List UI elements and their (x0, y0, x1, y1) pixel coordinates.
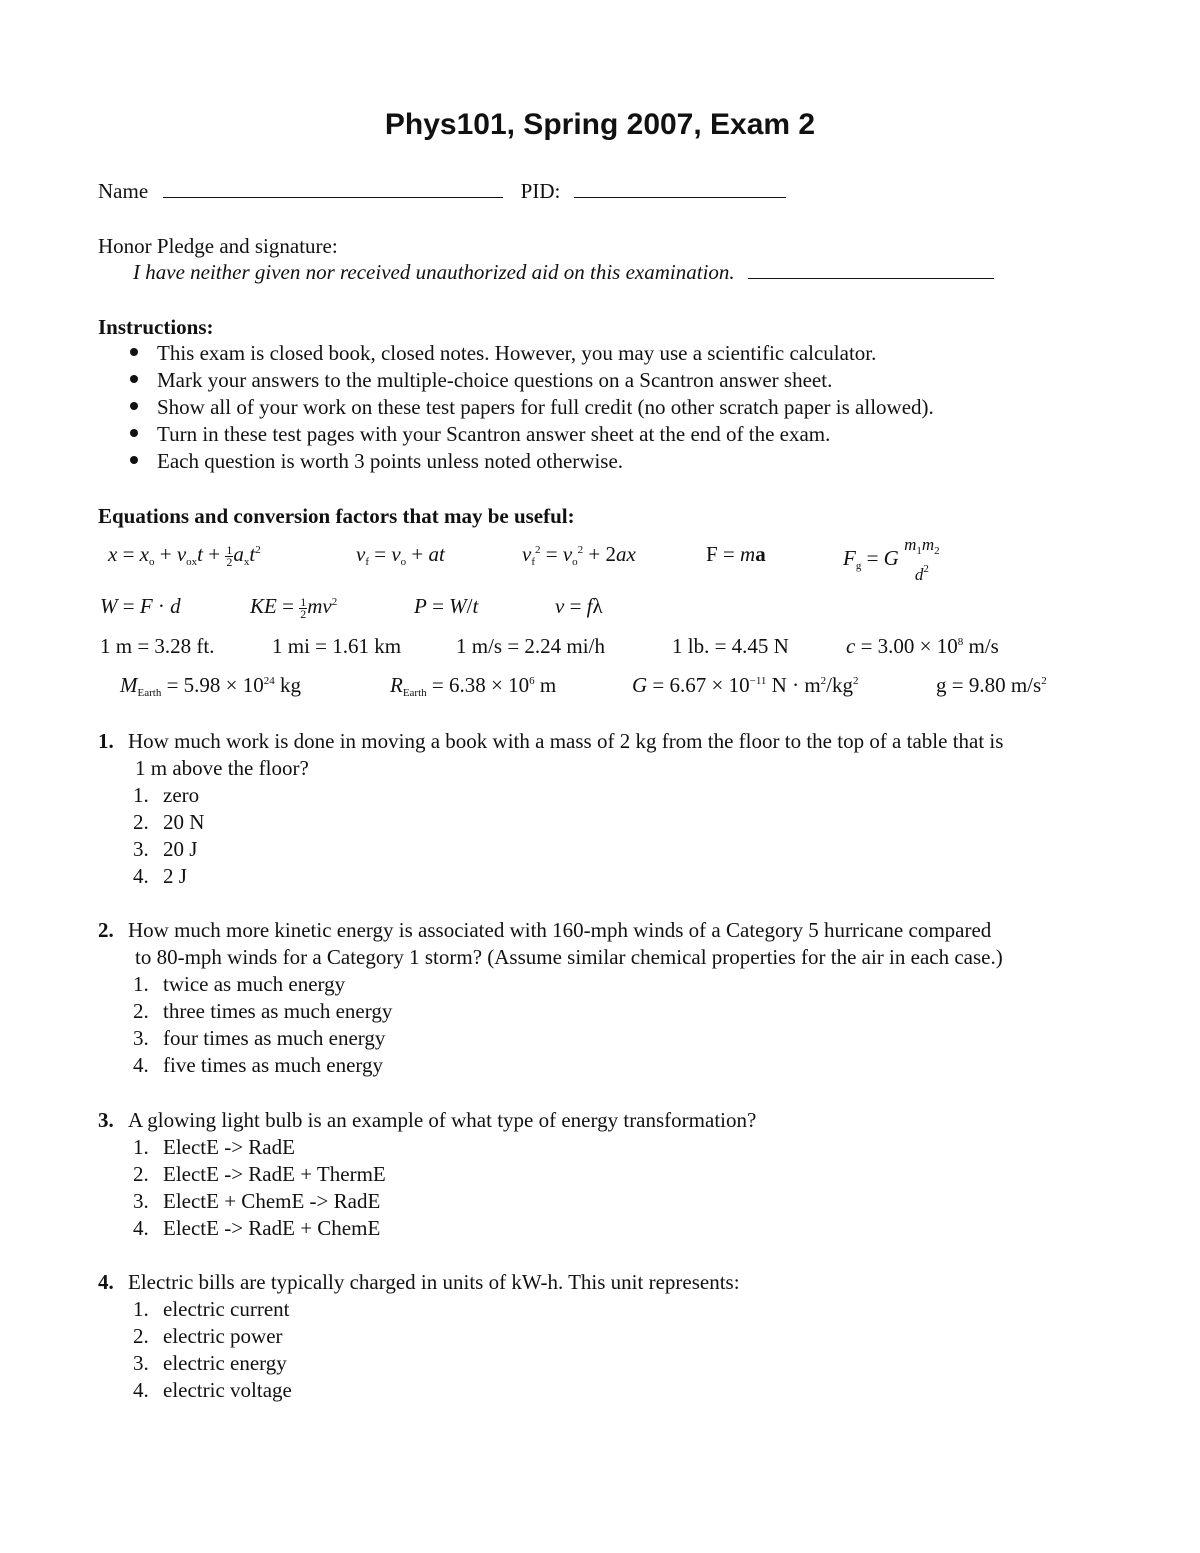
answer-option: electric current (163, 1297, 290, 1321)
kinematics-position-equation: $x = x_o + v_{ox}t$ + $\frac{1}{2}$ $a_xt^2$ (108, 542, 261, 569)
name-row (98, 178, 786, 204)
option-number: 4. (133, 1378, 149, 1402)
answer-option: 20 N (163, 810, 205, 834)
earth-mass-value: = 5.98 × 10 (166, 673, 264, 697)
question-text: Electric bills are typically charged in units of kW-h. This unit represents: (128, 1270, 740, 1294)
speed-of-light-exponent: 8 (957, 636, 964, 648)
gravitational-constant-unit: N · m (766, 673, 821, 697)
question-number: 1. (98, 729, 114, 753)
bullet-icon (130, 348, 138, 356)
conversion-ft: 1 m = 3.28 ft. (100, 634, 215, 658)
question-number: 2. (98, 918, 114, 942)
answer-option: electric energy (163, 1351, 287, 1375)
answer-option: 20 J (163, 837, 198, 861)
speed-of-light: $c = 3.00 \times 10^8$ m/s (846, 634, 999, 658)
kinetic-energy-equation: KE = $\frac{1}{2}$ $mv^2$ (250, 594, 338, 621)
list-item: This exam is closed book, closed notes. However, you may use a scientific calculator. (157, 341, 877, 365)
conversion-mph: 1 m/s = 2.24 mi/h (456, 634, 605, 658)
answer-option: five times as much energy (163, 1053, 384, 1077)
question-text-continued: 1 m above the floor? (135, 756, 309, 780)
gravitational-constant-unit-2: /kg (826, 673, 853, 697)
gravity-acceleration: g = 9.80 $m/s^2$ (936, 673, 1047, 697)
bullet-icon (130, 429, 138, 437)
option-number: 3. (133, 837, 149, 861)
name-label: Name (98, 179, 149, 203)
list-item: Mark your answers to the multiple-choice questions on a Scantron answer sheet. (157, 368, 833, 392)
speed-of-light-unit: m/s (963, 634, 999, 658)
signature-field[interactable] (748, 260, 994, 279)
option-number: 4. (133, 1053, 149, 1077)
name-field[interactable] (163, 179, 503, 198)
earth-radius-exponent: 6 (529, 675, 535, 687)
question-number: 4. (98, 1270, 114, 1294)
wave-equation: v = fλ (555, 594, 603, 618)
answer-option: ElectE -> RadE + ChemE (163, 1216, 381, 1240)
option-number: 3. (133, 1189, 149, 1213)
list-item: Each question is worth 3 points unless noted otherwise. (157, 449, 624, 473)
pid-label: PID: (520, 179, 561, 203)
pledge-row (133, 259, 994, 285)
option-number: 2. (133, 999, 149, 1023)
instructions-heading: Instructions: (98, 315, 214, 339)
bullet-icon (130, 402, 138, 410)
equations-heading: Equations and conversion factors that may be useful: (98, 504, 575, 528)
newton-second-law-equation: F = ma (706, 542, 766, 566)
question-text: A glowing light bulb is an example of what type of energy transformation? (128, 1108, 757, 1132)
kinematics-velocity-equation: $v_f = v_o$ + at (356, 542, 445, 568)
work-equation: W = F · d (100, 594, 181, 618)
list-item: Turn in these test pages with your Scantron answer sheet at the end of the exam. (157, 422, 831, 446)
option-number: 1. (133, 1135, 149, 1159)
question-text: How much more kinetic energy is associated with 160-mph winds of a Category 5 hurricane compared (128, 918, 992, 942)
answer-option: four times as much energy (163, 1026, 386, 1050)
option-number: 1. (133, 972, 149, 996)
earth-mass: $M_{Earth} = 5.98 \times 10^{24}$ kg (120, 673, 302, 699)
earth-mass-exponent: 24 (263, 675, 275, 687)
kinematics-velocity-squared-equation: $v_f^2 = v_o^2 + 2ax$ (522, 542, 636, 568)
option-number: 3. (133, 1351, 149, 1375)
question-text: How much work is done in moving a book with a mass of 2 kg from the floor to the top of a table that is (128, 729, 1004, 753)
bullet-icon (130, 456, 138, 464)
earth-radius: $R_{Earth} = 6.38 \times 10^6$ m (390, 673, 557, 699)
gravitational-constant-exponent: −11 (749, 675, 767, 687)
answer-option: ElectE -> RadE + ThermE (163, 1162, 386, 1186)
earth-mass-unit: kg (274, 673, 302, 697)
gravity-acceleration-value: g = 9.80 m/s (936, 673, 1042, 697)
option-number: 2. (133, 1324, 149, 1348)
gravitational-constant-value: = 6.67 × 10 (652, 673, 750, 697)
power-equation: P = W/t (414, 594, 479, 618)
bullet-icon (130, 375, 138, 383)
conversion-lb: 1 lb. = 4.45 N (672, 634, 789, 658)
option-number: 1. (133, 1297, 149, 1321)
answer-option: ElectE -> RadE (163, 1135, 295, 1159)
answer-option: zero (163, 783, 200, 807)
pledge-text: I have neither given nor received unauthorized aid on this examination. (133, 260, 735, 284)
gravitation-equation: $F_g = G$ $m_1m_2$ $d^2$ (843, 535, 940, 584)
speed-of-light-value: = 3.00 × 10 (860, 634, 958, 658)
page-title: Phys101, Spring 2007, Exam 2 (384, 108, 816, 141)
option-number: 1. (133, 783, 149, 807)
option-number: 2. (133, 810, 149, 834)
option-number: 2. (133, 1162, 149, 1186)
question-text-continued: to 80-mph winds for a Category 1 storm? (Assume similar chemical properties for the air in each case.) (135, 945, 1003, 969)
gravitational-constant: $G = 6.67 \times 10^{-11}$ $N \cdot m^2/kg^2$ (632, 673, 859, 697)
option-number: 4. (133, 864, 149, 888)
conversion-km: 1 mi = 1.61 km (272, 634, 402, 658)
earth-radius-value: = 6.38 × 10 (431, 673, 530, 697)
pledge-label: Honor Pledge and signature: (98, 234, 338, 258)
answer-option: electric voltage (163, 1378, 292, 1402)
option-number: 3. (133, 1026, 149, 1050)
answer-option: three times as much energy (163, 999, 393, 1023)
earth-radius-unit: m (534, 673, 557, 697)
option-number: 4. (133, 1216, 149, 1240)
answer-option: 2 J (163, 864, 187, 888)
answer-option: ElectE + ChemE -> RadE (163, 1189, 381, 1213)
pid-field[interactable] (574, 179, 786, 198)
answer-option: electric power (163, 1324, 283, 1348)
question-number: 3. (98, 1108, 114, 1132)
list-item: Show all of your work on these test papers for full credit (no other scratch paper is allowed). (157, 395, 934, 419)
answer-option: twice as much energy (163, 972, 346, 996)
